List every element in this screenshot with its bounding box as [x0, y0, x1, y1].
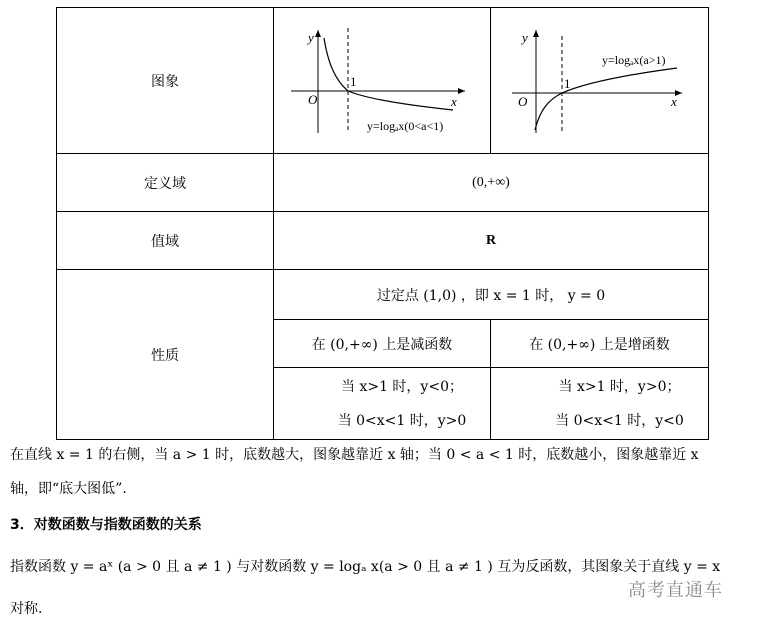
curve-label: y=logₐx(a>1) — [601, 53, 665, 67]
paragraph-base-comparison-line-1: 在直线 x = 1 的右侧，当 a > 1 时，底数越大，图象越靠近 x 轴；当 0 < a < 1 时，底数越小，图象越靠近 x — [10, 447, 699, 463]
origin-label: O — [517, 94, 527, 109]
y-axis-label: y — [307, 30, 314, 45]
section-heading: 3．对数函数与指数函数的关系 — [10, 517, 202, 533]
paragraph-inverse-function-line-1: 指数函数 y = aˣ (a > 0 且 a ≠ 1 ) 与对数函数 y = logₐ x(a > 0 且 a ≠ 1 ) 互为反函数，其图象关于直线 y = x — [10, 559, 721, 575]
graph-increasing — [491, 8, 709, 154]
decreasing-sign-line-1: 当 x>1 时，y<0； — [341, 378, 463, 395]
row-label-range: 值域 — [57, 212, 274, 270]
curve-label: y=logₐx(0<a<1) — [366, 119, 443, 133]
origin-label: O — [307, 92, 317, 107]
tick-one-label: 1 — [349, 74, 356, 89]
graph-decreasing-svg — [275, 8, 490, 149]
increasing-sign-cell — [491, 368, 709, 440]
range-value: R — [274, 212, 709, 270]
row-label-domain: 定义域 — [57, 154, 274, 212]
fixed-point-text: 过定点 (1,0) ，即 x = 1 时， y = 0 — [274, 270, 709, 320]
decreasing-sign-cell — [274, 368, 491, 440]
row-label-properties: 性质 — [57, 270, 274, 440]
increasing-text: 在 (0,+∞) 上是增函数 — [491, 320, 709, 368]
decreasing-sign-line-2: 当 0<x<1 时，y>0 — [337, 412, 467, 429]
increasing-sign-line-1: 当 x>1 时，y>0； — [558, 378, 681, 395]
paragraph-base-comparison-line-2: 轴，即“底大图低”. — [10, 481, 127, 497]
x-axis-label: x — [670, 94, 677, 109]
domain-value: (0,+∞) — [274, 154, 709, 212]
x-axis-label: x — [450, 94, 457, 109]
paragraph-inverse-function-line-2: 对称. — [10, 601, 43, 617]
increasing-sign-line-2: 当 0<x<1 时，y<0 — [555, 412, 684, 429]
tick-one-label: 1 — [563, 76, 570, 91]
watermark-text: 高考直通车 — [628, 580, 723, 601]
y-axis-label: y — [521, 30, 528, 45]
decreasing-text: 在 (0,+∞) 上是减函数 — [274, 320, 491, 368]
row-label-graph: 图象 — [57, 8, 274, 154]
graph-increasing-svg — [492, 8, 708, 149]
log-properties-table — [56, 7, 709, 440]
graph-decreasing — [274, 8, 491, 154]
